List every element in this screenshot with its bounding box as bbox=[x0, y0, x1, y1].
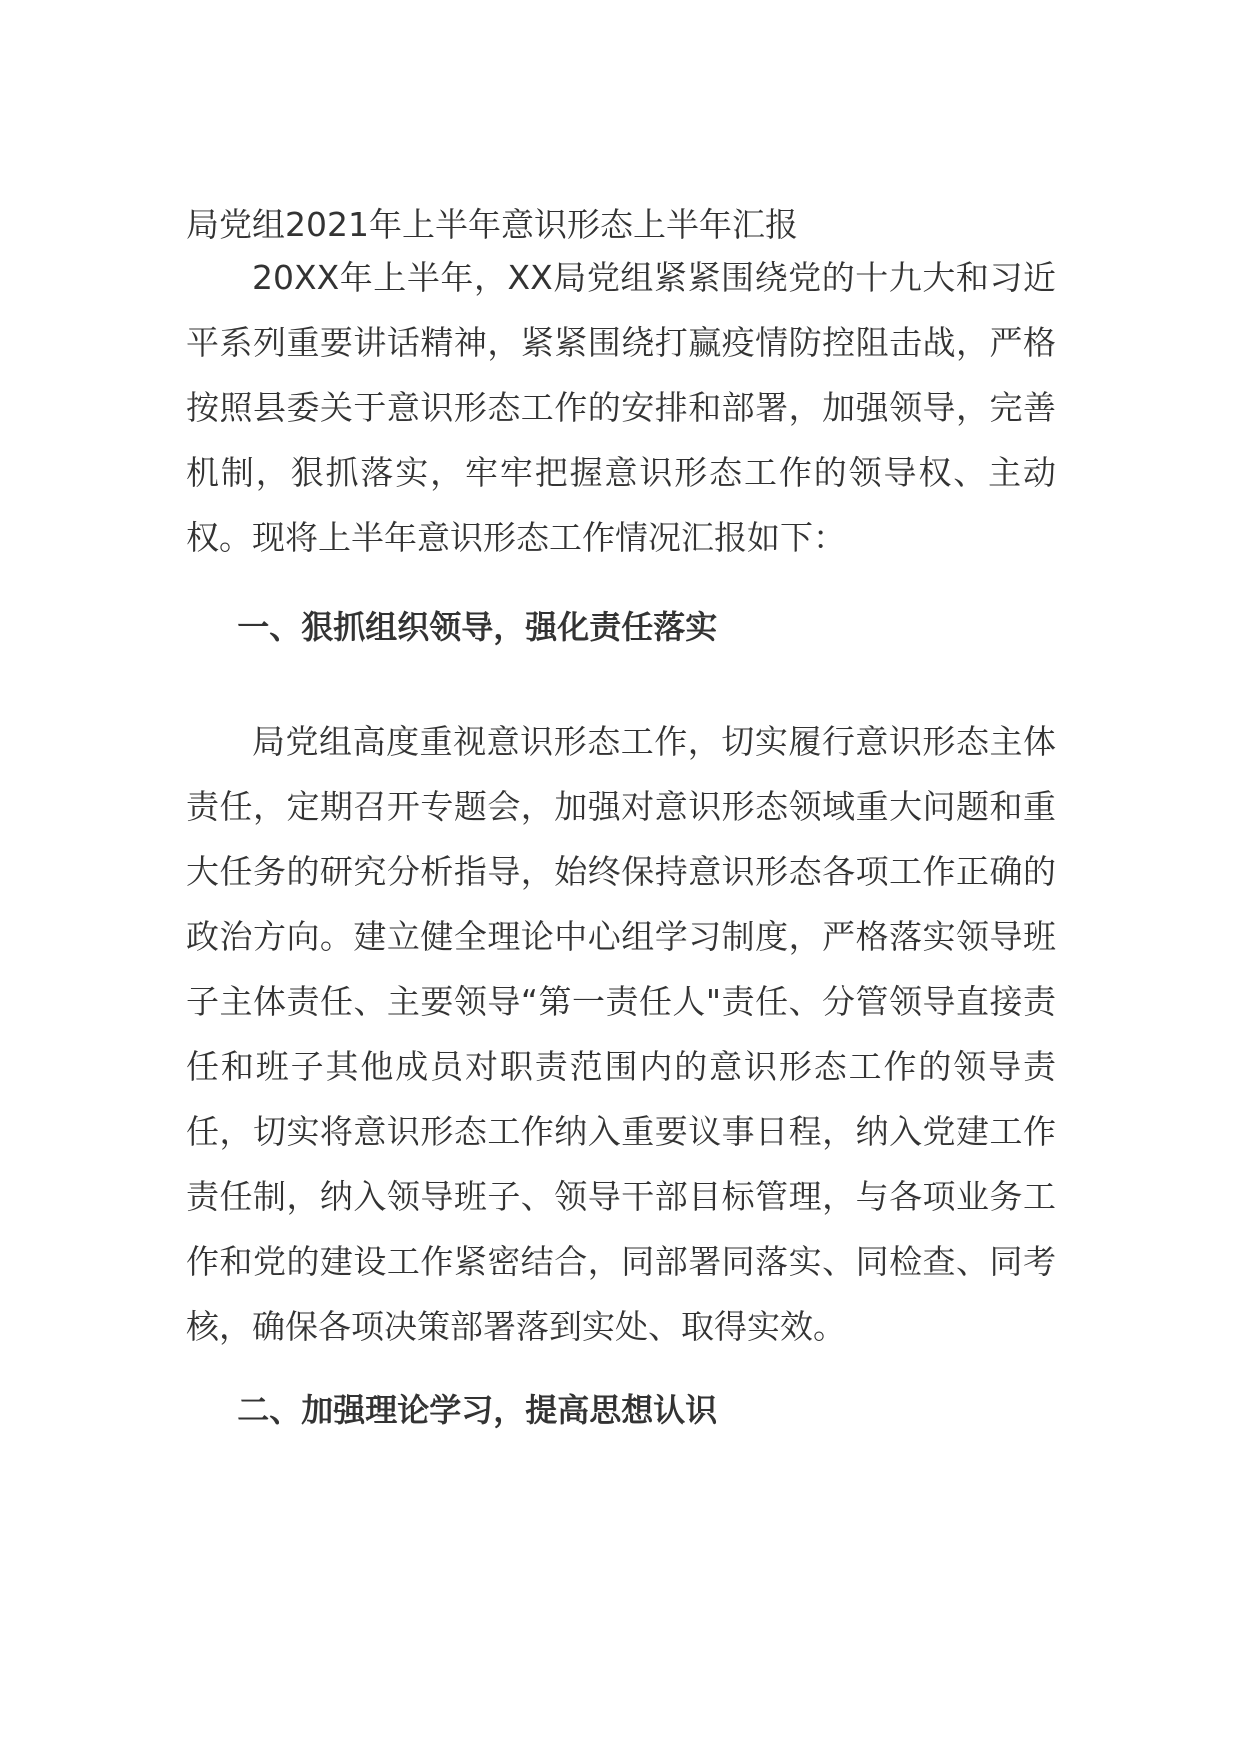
intro-paragraph: 20XX年上半年，XX局党组紧紧围绕党的十九大和习近平系列重要讲话精神，紧紧围绕打赢疫情防控阻击战，严格按照县委关于意识形态工作的安排和部署，加强领导，完善机制，狠抓落实，牢牢把握意识形态工作的领导权、主动权。现将上半年意识形态工作情况汇报如下： bbox=[186, 258, 1056, 557]
section-heading-2: 二、加强理论学习，提高思想认识 bbox=[237, 1391, 718, 1429]
section-heading-1: 一、狠抓组织领导，强化责任落实 bbox=[237, 608, 718, 646]
document-title: 局党组2021年上半年意识形态上半年汇报 bbox=[186, 205, 798, 244]
section-body-1: 局党组高度重视意识形态工作，切实履行意识形态主体责任，定期召开专题会，加强对意识形态领域重大问题和重大任务的研究分析指导，始终保持意识形态各项工作正确的政治方向。建立健全理论中心组学习制度，严格落实领导班子主体责任、主要领导“第一责任人"责任、分管领导直接责任和班子其他成员对职责范围内的意识形态工作的领导责任，切实将意识形态工作纳入重要议事日程，纳入党建工作责任制，纳入领导班子、领导干部目标管理，与各项业务工作和党的建设工作紧密结合，同部署同落实、同检查、同考核，确保各项决策部署落到实处、取得实效。 bbox=[186, 722, 1056, 1346]
